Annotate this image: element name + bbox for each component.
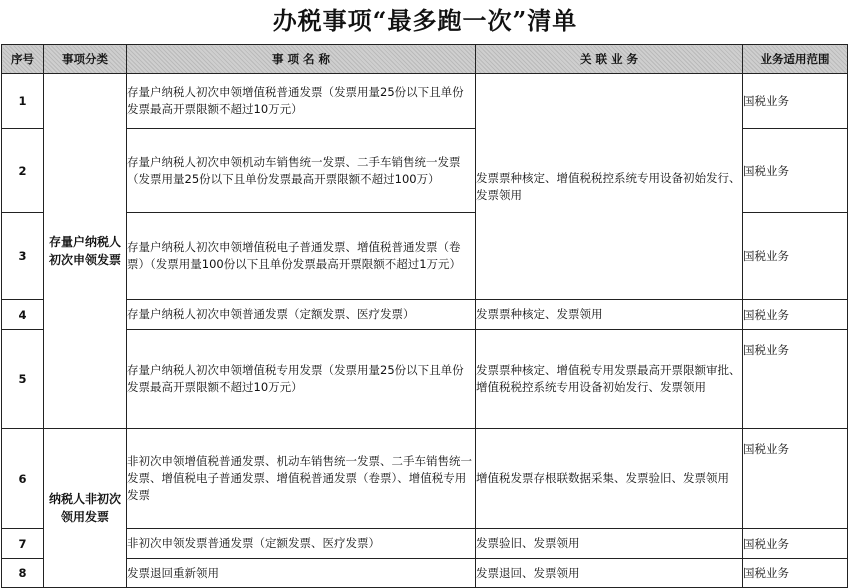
row-scope: 国税业务 <box>743 559 848 588</box>
row-scope: 国税业务 <box>743 429 848 529</box>
row-item-name: 非初次申领发票普通发票（定额发票、医疗发票） <box>127 529 476 559</box>
header-row <box>2 45 848 74</box>
row-seq: 7 <box>2 529 44 559</box>
row-scope: 国税业务 <box>743 74 848 129</box>
category-non-first: 纳税人非初次领用发票 <box>44 429 127 588</box>
row-related: 发票退回、发票领用 <box>476 559 743 588</box>
row-item-name: 非初次申领增值税普通发票、机动车销售统一发票、二手车销售统一发票、增值税电子普通发票、增值税普通发票（卷票）、增值税专用发票 <box>127 429 476 529</box>
row-seq: 8 <box>2 559 44 588</box>
header-seq: 序号 <box>2 45 44 74</box>
table-row <box>2 330 848 429</box>
row-item-name: 存量户纳税人初次申领增值税专用发票（发票用量25份以下且单份发票最高开票限额不超过10万元） <box>127 330 476 429</box>
row-item-name: 发票退回重新领用 <box>127 559 476 588</box>
row-scope: 国税业务 <box>743 300 848 330</box>
row-related-shared: 发票票种核定、增值税税控系统专用设备初始发行、发票领用 <box>476 74 743 300</box>
row-seq: 6 <box>2 429 44 529</box>
row-seq: 1 <box>2 74 44 129</box>
checklist-table <box>1 44 848 588</box>
header-scope: 业务适用范围 <box>743 45 848 74</box>
page-title: 办税事项“最多跑一次”清单 <box>272 6 578 35</box>
table-row <box>2 300 848 330</box>
header-item-name: 事 项 名 称 <box>127 45 476 74</box>
row-seq: 4 <box>2 300 44 330</box>
row-scope: 国税业务 <box>743 330 848 429</box>
row-seq: 2 <box>2 129 44 213</box>
row-scope: 国税业务 <box>743 529 848 559</box>
table-row <box>2 529 848 559</box>
row-related: 发票验旧、发票领用 <box>476 529 743 559</box>
row-related: 发票票种核定、发票领用 <box>476 300 743 330</box>
header-category: 事项分类 <box>44 45 127 74</box>
row-related: 增值税发票存根联数据采集、发票验旧、发票领用 <box>476 429 743 529</box>
table-row <box>2 429 848 529</box>
row-item-name: 存量户纳税人初次申领增值税电子普通发票、增值税普通发票（卷票）（发票用量100份以下且单份发票最高开票限额不超过1万元） <box>127 213 476 300</box>
row-scope: 国税业务 <box>743 129 848 213</box>
row-item-name: 存量户纳税人初次申领机动车销售统一发票、二手车销售统一发票（发票用量25份以下且单份发票最高开票限额不超过100万） <box>127 129 476 213</box>
row-seq: 3 <box>2 213 44 300</box>
row-seq: 5 <box>2 330 44 429</box>
row-item-name: 存量户纳税人初次申领普通发票（定额发票、医疗发票） <box>127 300 476 330</box>
row-item-name: 存量户纳税人初次申领增值税普通发票（发票用量25份以下且单份发票最高开票限额不超过10万元） <box>127 74 476 129</box>
header-related: 关 联 业 务 <box>476 45 743 74</box>
table-row <box>2 559 848 588</box>
category-existing: 存量户纳税人初次申领发票 <box>44 74 127 429</box>
row-related: 发票票种核定、增值税专用发票最高开票限额审批、增值税税控系统专用设备初始发行、发票领用 <box>476 330 743 429</box>
row-scope: 国税业务 <box>743 213 848 300</box>
table-row <box>2 74 848 129</box>
